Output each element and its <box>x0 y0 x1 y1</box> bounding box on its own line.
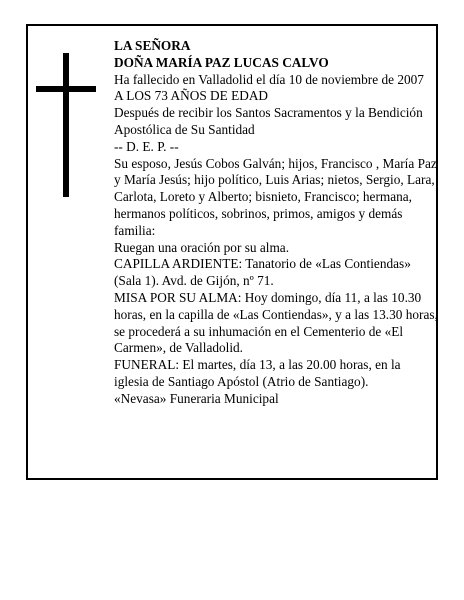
obituary-text <box>114 38 438 408</box>
family-list: Su esposo, Jesús Cobos Galván; hijos, Francisco , María Paz y María Jesús; hijo político, Luis Arias; nietos, Sergio, Lara, Carlota, Loreto y Alberto; bisnieto, Francisco; hermana, hermanos políticos, sobrinos, primos, amigos y demás familia: <box>114 155 437 238</box>
funeral-home: «Nevasa» Funeraria Municipal <box>114 390 279 406</box>
sacraments-line: Después de recibir los Santos Sacramentos y la Bendición Apostólica de Su Santidad <box>114 105 423 137</box>
prayer-request: Ruegan una oración por su alma. <box>114 239 290 255</box>
mass-info: MISA POR SU ALMA: Hoy domingo, día 11, a las 10.30 horas, en la capilla de «Las Contiendas», y a las 13.30 horas, se procederá a su inhumación en el Cementerio de «El Carmen», de Valladolid. <box>114 289 438 356</box>
deceased-title: LA SEÑORA <box>114 38 191 53</box>
death-date-line: Ha fallecido en Valladolid el día 10 de noviembre de 2007 <box>114 71 424 87</box>
chapel-info: CAPILLA ARDIENTE: Tanatorio de «Las Contiendas» (Sala 1). Avd. de Gijón, nº 71. <box>114 256 411 289</box>
rip-line: -- D. E. P. -- <box>114 138 179 154</box>
age-line: A LOS 73 AÑOS DE EDAD <box>114 88 269 104</box>
cross-horizontal-bar <box>36 86 96 92</box>
cross-vertical-bar <box>63 53 69 197</box>
deceased-name: DOÑA MARÍA PAZ LUCAS CALVO <box>114 54 329 70</box>
funeral-info: FUNERAL: El martes, día 13, a las 20.00 horas, en la iglesia de Santiago Apóstol (Atrio de Santiago). <box>114 357 401 389</box>
cross-icon <box>36 53 96 197</box>
